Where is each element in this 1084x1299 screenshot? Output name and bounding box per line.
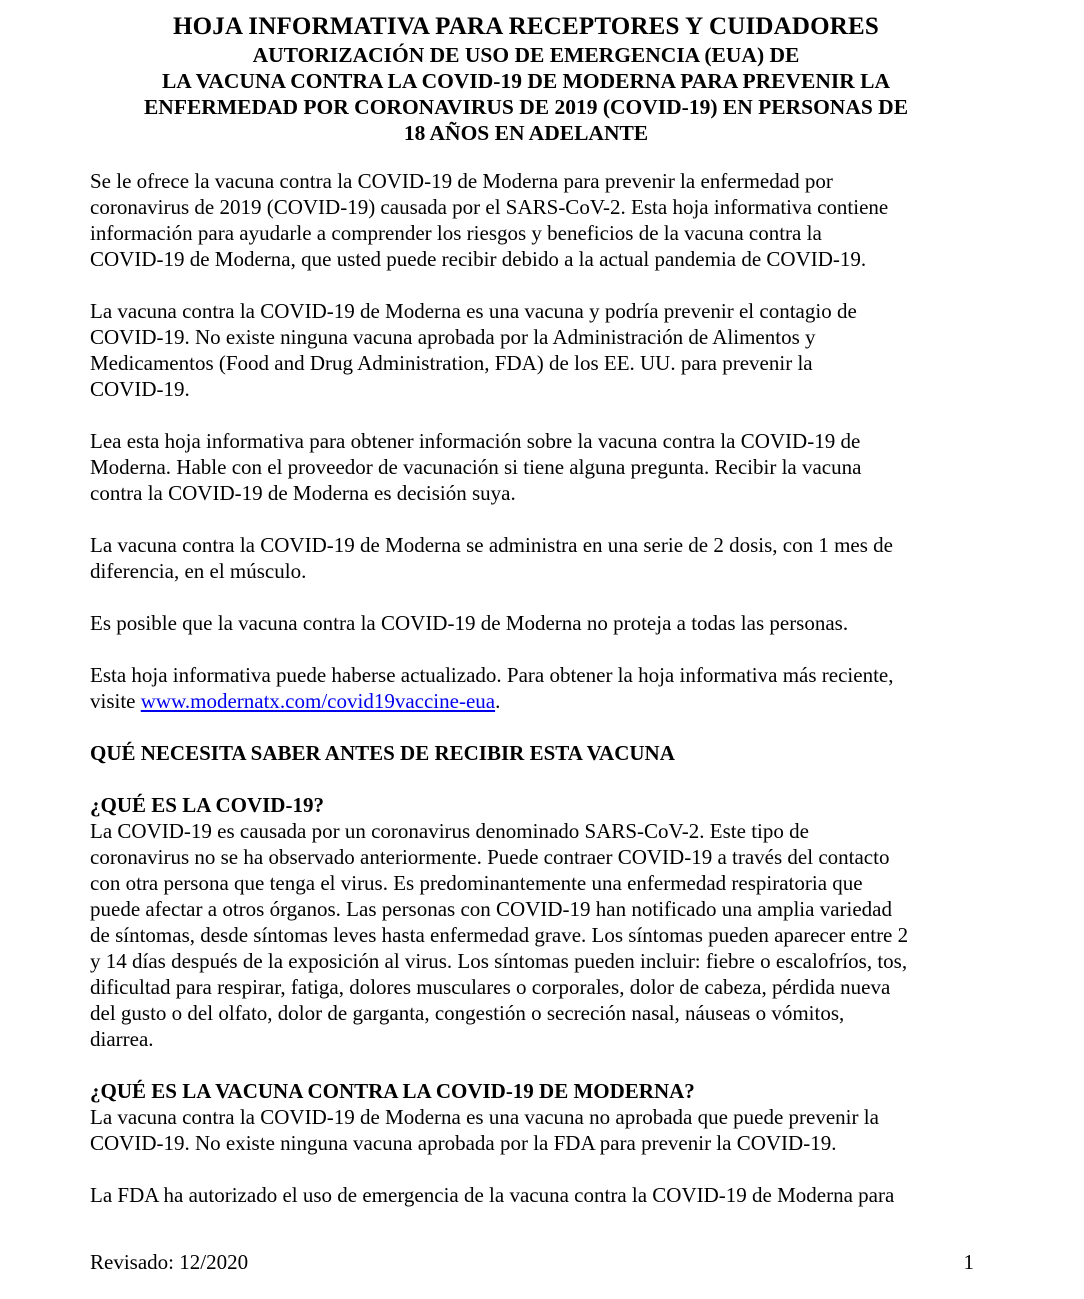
text-line: La COVID-19 es causada por un coronavirus denominado SARS-CoV-2. Este tipo de xyxy=(90,819,809,843)
intro-paragraph-5: Es posible que la vacuna contra la COVID-19 de Moderna no proteja a todas las personas. xyxy=(90,611,849,635)
text-line: Se le ofrece la vacuna contra la COVID-19 de Moderna para prevenir la enfermedad por xyxy=(90,169,833,193)
link-prefix: visite xyxy=(90,689,141,713)
text-line: La FDA ha autorizado el uso de emergencia de la vacuna contra la COVID-19 de Moderna para xyxy=(90,1183,895,1207)
text-line: puede afectar a otros órganos. Las personas con COVID-19 han notificado una amplia variedad xyxy=(90,897,892,921)
text-line: La vacuna contra la COVID-19 de Moderna es una vacuna y podría prevenir el contagio de xyxy=(90,299,857,323)
text-line: Lea esta hoja informativa para obtener información sobre la vacuna contra la COVID-19 de xyxy=(90,429,861,453)
page-number: 1 xyxy=(963,1250,974,1274)
text-line: coronavirus no se ha observado anteriormente. Puede contraer COVID-19 a través del contacto xyxy=(90,845,890,869)
subtitle-line: LA VACUNA CONTRA LA COVID-19 DE MODERNA PARA PREVENIR LA xyxy=(161,69,891,93)
text-line: contra la COVID-19 de Moderna es decisión suya. xyxy=(90,481,516,505)
text-line: dificultad para respirar, fatiga, dolores musculares o corporales, dolor de cabeza, pérdida nueva xyxy=(90,975,891,999)
text-line: de síntomas, desde síntomas leves hasta enfermedad grave. Los síntomas pueden aparecer entre 2 xyxy=(90,923,909,947)
document-title: HOJA INFORMATIVA PARA RECEPTORES Y CUIDADORES xyxy=(172,13,880,40)
what-is-vaccine-heading: ¿QUÉ ES LA VACUNA CONTRA LA COVID-19 DE MODERNA? xyxy=(90,1079,695,1103)
text-line: COVID-19. No existe ninguna vacuna aprobada por la FDA para prevenir la COVID-19. xyxy=(90,1131,837,1155)
moderna-eua-link[interactable]: www.modernatx.com/covid19vaccine-eua xyxy=(140,689,496,713)
intro-paragraph-6 xyxy=(90,662,990,714)
subtitle-line: ENFERMEDAD POR CORONAVIRUS DE 2019 (COVID-19) EN PERSONAS DE xyxy=(143,95,909,119)
document-page xyxy=(90,12,990,1208)
text-line: diarrea. xyxy=(90,1027,154,1051)
intro-paragraph-3 xyxy=(90,428,990,506)
text-line: coronavirus de 2019 (COVID-19) causada por el SARS-CoV-2. Esta hoja informativa contiene xyxy=(90,195,889,219)
text-line: Medicamentos (Food and Drug Administration, FDA) de los EE. UU. para prevenir la xyxy=(90,351,813,375)
subtitle-line: AUTORIZACIÓN DE USO DE EMERGENCIA (EUA) DE xyxy=(252,43,800,67)
section-heading-main: QUÉ NECESITA SABER ANTES DE RECIBIR ESTA VACUNA xyxy=(90,741,675,765)
text-line: y 14 días después de la exposición al virus. Los síntomas pueden incluir: fiebre o escalofríos, tos, xyxy=(90,949,908,973)
what-is-vaccine-section xyxy=(90,1078,990,1208)
revision-date: Revisado: 12/2020 xyxy=(90,1250,249,1274)
text-line: diferencia, en el músculo. xyxy=(90,559,307,583)
text-line xyxy=(90,688,990,714)
title-block xyxy=(76,12,976,146)
text-line: COVID-19 de Moderna, que usted puede recibir debido a la actual pandemia de COVID-19. xyxy=(90,247,867,271)
text-line: Esta hoja informativa puede haberse actualizado. Para obtener la hoja informativa más reciente, xyxy=(90,663,894,687)
link-suffix: . xyxy=(495,689,501,713)
text-line: La vacuna contra la COVID-19 de Moderna es una vacuna no aprobada que puede prevenir la xyxy=(90,1105,879,1129)
text-line: información para ayudarle a comprender los riesgos y beneficios de la vacuna contra la xyxy=(90,221,822,245)
subtitle-line: 18 AÑOS EN ADELANTE xyxy=(403,121,649,145)
text-line: Moderna. Hable con el proveedor de vacunación si tiene alguna pregunta. Recibir la vacuna xyxy=(90,455,862,479)
text-line: COVID-19. No existe ninguna vacuna aprobada por la Administración de Alimentos y xyxy=(90,325,816,349)
what-is-covid-heading: ¿QUÉ ES LA COVID-19? xyxy=(90,793,324,817)
text-line: con otra persona que tenga el virus. Es predominantemente una enfermedad respiratoria que xyxy=(90,871,863,895)
text-line: COVID-19. xyxy=(90,377,190,401)
intro-paragraph-2 xyxy=(90,298,990,402)
what-is-covid-section xyxy=(90,792,990,1052)
intro-paragraph-1 xyxy=(90,168,990,272)
text-line: La vacuna contra la COVID-19 de Moderna se administra en una serie de 2 dosis, con 1 mes de xyxy=(90,533,893,557)
intro-paragraph-4 xyxy=(90,532,990,584)
text-line: del gusto o del olfato, dolor de garganta, congestión o secreción nasal, náuseas o vómitos, xyxy=(90,1001,845,1025)
